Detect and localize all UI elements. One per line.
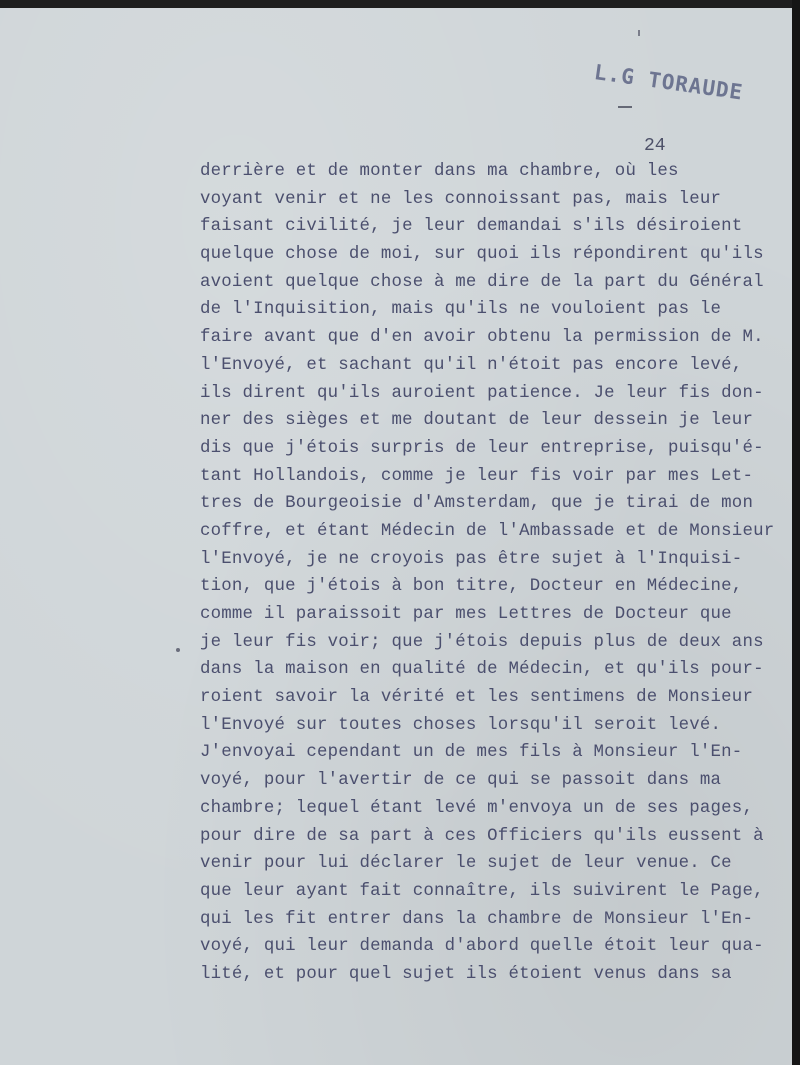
text-line: faisant civilité, je leur demandai s'ils désiroient xyxy=(200,217,743,237)
page-number: 24 xyxy=(644,136,666,156)
text-line: je leur fis voir; que j'étois depuis plus de deux ans xyxy=(200,632,764,652)
text-line: faire avant que d'en avoir obtenu la permission de M. xyxy=(200,328,764,348)
text-line: tres de Bourgeoisie d'Amsterdam, que je tirai de mon xyxy=(200,494,754,514)
text-line: quelque chose de moi, sur quoi ils répondirent qu'ils xyxy=(200,245,764,265)
text-line: lité, et pour quel sujet ils étoient venus dans sa xyxy=(200,964,732,984)
stamp-dash xyxy=(618,106,632,108)
text-line: tant Hollandois, comme je leur fis voir par mes Let- xyxy=(200,466,754,486)
text-line: tion, que j'étois à bon titre, Docteur en Médecine, xyxy=(200,577,743,597)
text-line: voyé, qui leur demanda d'abord quelle étoit leur qua- xyxy=(200,937,764,957)
text-line: l'Envoyé sur toutes choses lorsqu'il seroit levé. xyxy=(200,715,722,735)
text-line: dis que j'étois surpris de leur entreprise, puisqu'é- xyxy=(200,438,764,458)
text-line: pour dire de sa part à ces Officiers qu'ils eussent à xyxy=(200,826,764,846)
text-line: l'Envoyé, je ne croyois pas être sujet à l'Inquisi- xyxy=(200,549,743,569)
scan-edge xyxy=(792,0,800,1065)
text-line: chambre; lequel étant levé m'envoya un de ses pages, xyxy=(200,798,754,818)
text-line: comme il paraissoit par mes Lettres de Docteur que xyxy=(200,605,732,624)
text-line: roient savoir la vérité et les sentimens de Monsieur xyxy=(200,688,754,708)
library-stamp: L.G TORAUDE xyxy=(592,60,745,105)
text-line: coffre, et étant Médecin de l'Ambassade et de Monsieur xyxy=(200,521,775,541)
text-line: venir pour lui déclarer le sujet de leur venue. Ce xyxy=(200,854,732,874)
typewritten-text xyxy=(200,158,780,989)
text-line: derrière et de monter dans ma chambre, où les xyxy=(200,162,679,181)
text-line: ner des sièges et me doutant de leur dessein je leur xyxy=(200,411,754,431)
paper-mark xyxy=(638,30,640,36)
text-line: ils dirent qu'ils auroient patience. Je leur fis don- xyxy=(200,383,764,403)
text-line: de l'Inquisition, mais qu'ils ne vouloient pas le xyxy=(200,300,722,320)
text-line: que leur ayant fait connaître, ils suivirent le Page, xyxy=(200,881,764,901)
text-line: voyant venir et ne les connoissant pas, mais leur xyxy=(200,189,722,209)
text-line: avoient quelque chose à me dire de la part du Général xyxy=(200,272,764,292)
text-line: J'envoyai cependant un de mes fils à Monsieur l'En- xyxy=(200,743,743,763)
text-line: l'Envoyé, et sachant qu'il n'étoit pas encore levé, xyxy=(200,355,743,375)
text-line: voyé, pour l'avertir de ce qui se passoit dans ma xyxy=(200,771,722,791)
text-line: qui les fit entrer dans la chambre de Monsieur l'En- xyxy=(200,909,754,929)
margin-mark xyxy=(176,648,180,652)
text-line: dans la maison en qualité de Médecin, et qu'ils pour- xyxy=(200,660,764,680)
document-page xyxy=(0,8,792,1065)
